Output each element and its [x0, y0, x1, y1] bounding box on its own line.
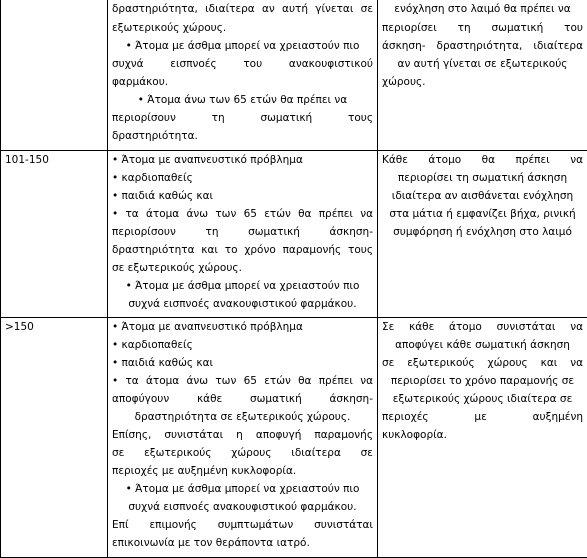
- text-line: σε εξωτερικούς χώρους.: [112, 259, 373, 277]
- table-row: [1, 318, 587, 558]
- text-line: ιδιαίτερα αν αισθάνεται ενόχληση: [382, 187, 583, 205]
- text-line: • Άτομα άνω των 65 ετών θα πρέπει να: [112, 91, 373, 109]
- text-line: • Άτομα με αναπνευστικό πρόβλημα: [112, 151, 373, 169]
- text-line: • Άτομα με άσθμα μπορεί να χρειαστούν πιο: [112, 480, 373, 498]
- text-line: Επί επιμονής συμπτωμάτων συνιστάται: [112, 516, 373, 534]
- text-line: • Άτομα με αναπνευστικό πρόβλημα: [112, 318, 373, 336]
- text-line: αν αυτή γίνεται σε εξωτερικούς: [382, 55, 583, 73]
- text-line: εξωτερικούς χώρους.: [112, 19, 373, 37]
- text-line: χώρους.: [382, 73, 583, 91]
- groups-cell: [108, 318, 378, 558]
- table-row: [1, 0, 587, 151]
- groups-cell: [108, 151, 378, 318]
- text-line: επικοινωνία με τον θεράποντα ιατρό.: [112, 534, 373, 552]
- text-line: • καρδιοπαθείς: [112, 169, 373, 187]
- text-line: σε εξωτερικούς χώρους και να: [382, 354, 583, 372]
- text-line: • Άτομα με άσθμα μπορεί να χρειαστούν πιο: [112, 37, 373, 55]
- text-line: περιοχές με αυξημένη κυκλοφορία.: [112, 462, 373, 480]
- level-cell: [1, 318, 108, 558]
- text-line: περιορίσει το χρόνο παραμονής σε: [382, 372, 583, 390]
- level-cell: [1, 0, 108, 151]
- advice-cell: [378, 151, 587, 318]
- text-line: φαρμάκου.: [112, 73, 373, 91]
- text-line: συχνά εισπνοές ανακουφιστικού φαρμάκου.: [112, 295, 373, 313]
- text-line: περιορίσει τη σωματική του: [382, 19, 583, 37]
- text-line: Κάθε άτομο θα πρέπει να: [382, 151, 583, 169]
- text-line: • καρδιοπαθείς: [112, 336, 373, 354]
- text-line: Σε κάθε άτομο συνιστάται να: [382, 318, 583, 336]
- level-cell: [1, 151, 108, 318]
- text-line: • τα άτομα άνω των 65 ετών θα πρέπει να: [112, 372, 373, 390]
- level-label: >150: [5, 318, 103, 336]
- text-line: άσκηση- δραστηριότητα, ιδιαίτερα: [382, 37, 583, 55]
- text-line: σε εξωτερικούς χώρους ιδιαίτερα σε: [112, 444, 373, 462]
- table-row: [1, 151, 587, 318]
- text-line: εξωτερικούς χώρους ιδιαίτερα σε: [382, 390, 583, 408]
- text-line: περιορίσουν τη σωματική τους: [112, 109, 373, 127]
- text-line: περιορίσει τη σωματική άσκηση: [382, 169, 583, 187]
- text-line: • Άτομα με άσθμα μπορεί να χρειαστούν πιο: [112, 277, 373, 295]
- advice-cell: [378, 0, 587, 151]
- text-line: δραστηριότητα, ιδιαίτερα αν αυτή γίνεται σε: [112, 0, 373, 19]
- groups-cell: [108, 0, 378, 151]
- text-line: αποφύγουν κάθε σωματική άσκηση-: [112, 390, 373, 408]
- text-line: δραστηριότητα και το χρόνο παραμονής τους: [112, 241, 373, 259]
- text-line: Επίσης, συνιστάται η αποφυγή παραμονής: [112, 426, 373, 444]
- advice-cell: [378, 318, 587, 558]
- text-line: δραστηριότητα.: [112, 127, 373, 145]
- text-line: περιοχές με αυξημένη: [382, 408, 583, 426]
- level-label: 101-150: [5, 151, 103, 169]
- text-line: αποφύγει κάθε σωματική άσκηση: [382, 336, 583, 354]
- text-line: στα μάτια ή εμφανίζει βήχα, ρινική: [382, 205, 583, 223]
- text-line: κυκλοφορία.: [382, 426, 583, 444]
- text-line: συχνά εισπνοές ανακουφιστικού φαρμάκου.: [112, 498, 373, 516]
- text-line: • παιδιά καθώς και: [112, 354, 373, 372]
- text-line: περιορίσουν τη σωματική άσκηση-: [112, 223, 373, 241]
- text-line: συχνά εισπνοές του ανακουφιστικού: [112, 55, 373, 73]
- level-label: [5, 0, 103, 19]
- text-line: • παιδιά καθώς και: [112, 187, 373, 205]
- text-line: συμφόρηση ή ενόχληση στο λαιμό: [382, 223, 583, 241]
- text-line: • τα άτομα άνω των 65 ετών θα πρέπει να: [112, 205, 373, 223]
- text-line: δραστηριότητα σε εξωτερικούς χώρους.: [112, 408, 373, 426]
- text-line: ενόχληση στο λαιμό θα πρέπει να: [382, 0, 583, 19]
